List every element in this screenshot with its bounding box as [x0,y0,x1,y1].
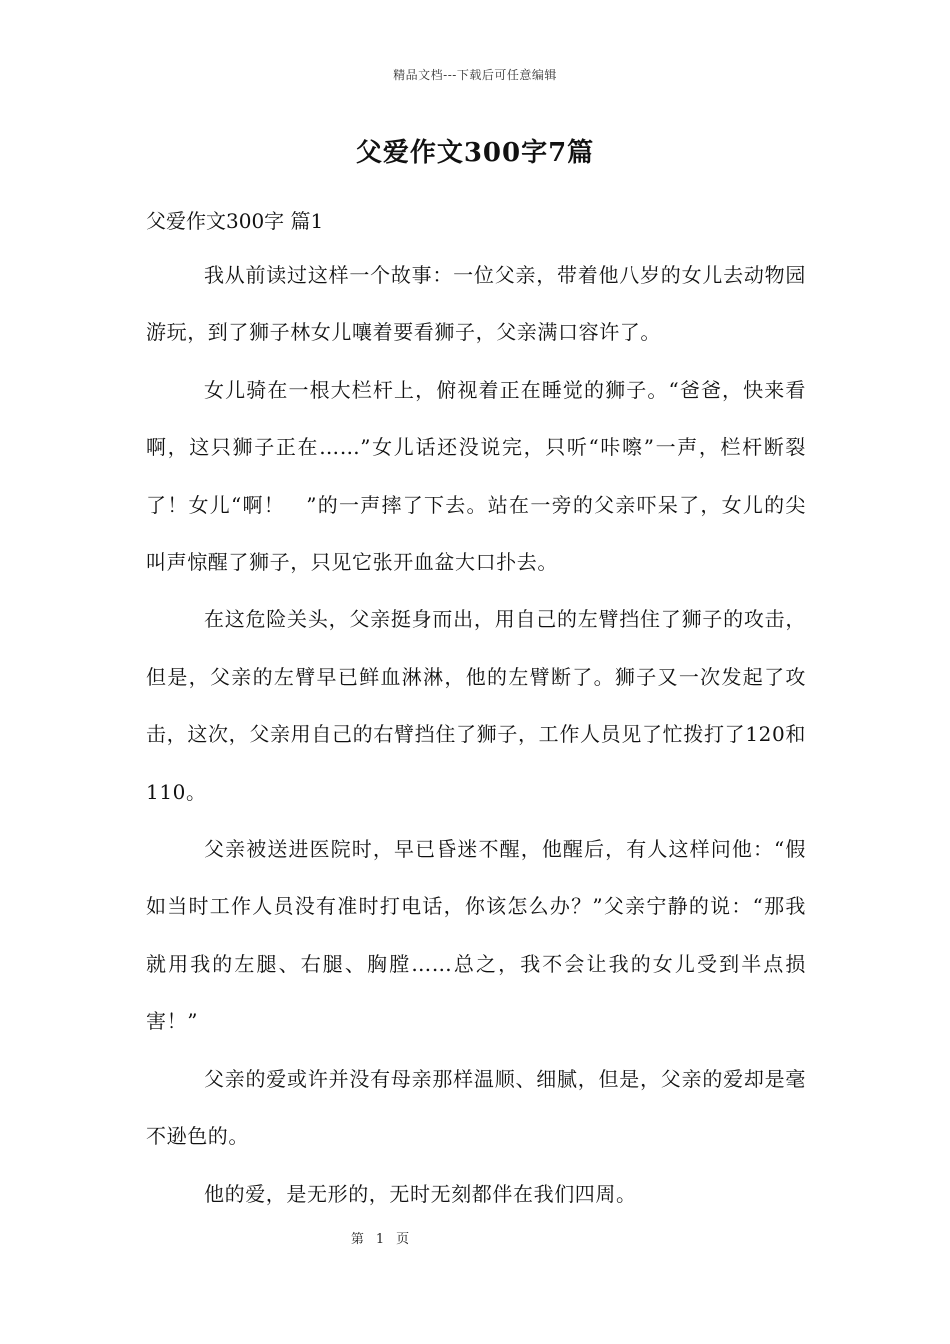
page-footer [0,1228,760,1247]
page-number: 1 [375,1232,385,1247]
document-title: 父爱作文300字7篇 [355,138,595,168]
paragraph: 父亲被送进医院时，早已昏迷不醒，他醒后，有人这样问他：“假如当时工作人员没有准时打电话，你该怎么办？”父亲宁静的说：“那我就用我的左腿、右腿、胸膛……总之，我不会让我的女儿受到半点损害！” [146,837,806,1034]
paragraph: 我从前读过这样一个故事：一位父亲，带着他八岁的女儿去动物园游玩，到了狮子林女儿嚷着要看狮子，父亲满口容许了。 [146,263,806,345]
page-label-prefix: 第 [350,1232,364,1247]
paragraph: 父亲的爱或许并没有母亲那样温顺、细腻，但是，父亲的爱却是毫不逊色的。 [146,1066,806,1149]
document-body [146,247,806,1223]
paragraph: 女儿骑在一根大栏杆上，俯视着正在睡觉的狮子。“爸爸，快来看啊，这只狮子正在……”女儿话还没说完，只听“咔嚓”一声，栏杆断裂了！女儿“啊！ ”的一声摔了下去。站在一旁的父亲吓呆了，女儿的尖叫声惊醒了狮子，只见它张开血盆大口扑去。 [146,377,806,575]
section-heading: 父爱作文300字 篇1 [146,209,324,233]
page-header: 精品文档---下载后可任意编辑 [393,68,557,82]
paragraph: 他的爱，是无形的，无时无刻都伴在我们四周。 [204,1181,637,1206]
paragraph: 在这危险关头，父亲挺身而出，用自己的左臂挡住了狮子的攻击，但是，父亲的左臂早已鲜血淋淋，他的左臂断了。狮子又一次发起了攻击，这次，父亲用自己的右臂挡住了狮子，工作人员见了忙拨打了120和110。 [146,607,806,804]
page-label-suffix: 页 [396,1232,410,1247]
